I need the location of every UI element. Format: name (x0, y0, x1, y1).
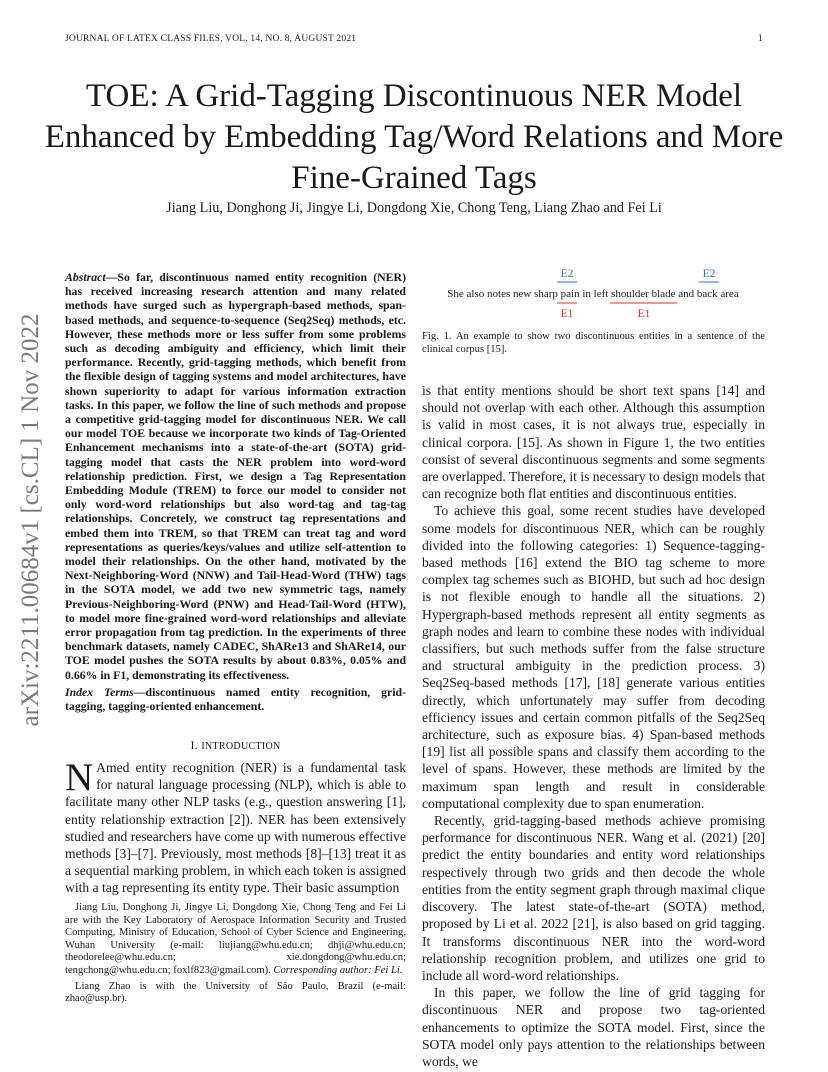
arxiv-identifier: arXiv:2211.00684v1 [cs.CL] 1 Nov 2022 (17, 313, 44, 727)
body-paragraph-4: In this paper, we follow the line of grid tagging for discontinuous NER and propose two tag-oriented enhancements to optimize the SOTA model. First, since the SOTA model only pays attention to the relationships between words, we (422, 985, 765, 1069)
author-list: Jiang Liu, Donghong Ji, Jingye Li, Dongdong Xie, Chong Teng, Liang Zhao and Fei Li (166, 200, 662, 216)
running-header (65, 34, 763, 44)
e1-label-right: E1 (637, 308, 651, 320)
index-terms: Index Terms—discontinuous named entity recognition, grid-tagging, tagging-oriented enhancement. (65, 685, 406, 714)
e2-label-right: E2 (702, 268, 716, 280)
page-number: 1 (758, 34, 763, 44)
e1-label-left: E1 (560, 308, 574, 320)
intro-paragraph (65, 756, 406, 897)
section-heading (65, 738, 406, 753)
footnote-affiliation-text: Jiang Liu, Donghong Ji, Jingye Li, Dongdong Xie, Chong Teng and Fei Li are with the Key Laboratory of Aerospace Information Security and Trusted Computing, Ministry of Education, School of Cyber Science and Engineering, Wuhan University (e-mail: liujiang@whu.edu.cn; dhji@whu.edu.cn; theodorelee@whu.edu.cn; xie.dongdong@whu.edu.cn; tengchong@whu.edu.cn; foxlf823@gmail.com). (65, 902, 406, 976)
right-column (422, 382, 765, 1070)
section-title: INTRODUCTION (201, 741, 281, 752)
abstract-label: Abstract (65, 270, 106, 284)
corresponding-author: Corresponding author: Fei Li. (273, 964, 403, 976)
intro-text: Amed entity recognition (NER) is a fundamental task for natural language processing (NLP), which is able to facilitate many other NLP tasks (e.g., question answering [1], entity relationship extraction [2]). NER has been extensively studied and researchers have come up with numerous effective methods [3]–[7]. Previously, most methods [8]–[13] treat it as a sequential marking problem, in which each token is assigned with a tag representing its entity type. Their basic assumption (65, 760, 406, 896)
journal-header: JOURNAL OF LATEX CLASS FILES, VOL. 14, NO. 8, AUGUST 2021 (65, 34, 357, 44)
body-paragraph-1: is that entity mentions should be short text spans [14] and should not overlap with each other. Although this assumption is valid in most cases, it is not always true, especially in clinical corpora. [15]. As shown in Figure 1, the two entities consist of several discontinuous segments and some segments are overlapped. Therefore, it is necessary to design models that can recognize both flat entities and discontinuous entities. (422, 383, 765, 502)
section-number: I. (190, 738, 199, 752)
example-sentence: She also notes new sharp pain in left shoulder blade and back area (447, 288, 739, 300)
paper-title: TOE: A Grid-Tagging Discontinuous NER Model Enhanced by Embedding Tag/Word Relations and More Fine-Grained Tags (44, 78, 784, 196)
index-terms-text: discontinuous named entity recognition, grid-tagging, tagging-oriented enhancement. (65, 685, 406, 714)
body-paragraph-3: Recently, grid-tagging-based methods achieve promising performance for discontinuous NER. Wang et al. (2021) [20] predict the entity boundaries and entity word relationships respectively through two grids and then decode the whole entities from the entity segment graph through maximal clique discovery. The latest state-of-the-art (SOTA) method, proposed by Li et al. 2022 [21], is also based on grid tagging. It transforms discontinuous NER into the word-word relationship recognition problem, and utilizes one grid to include all word-word relationships. (422, 813, 765, 983)
affiliation-footnote (65, 902, 406, 1006)
e2-label-left: E2 (560, 268, 574, 280)
footnote-second-affiliation: Liang Zhao is with the University of São Paulo, Brazil (e-mail: zhao@usp.br). (65, 980, 406, 1005)
figure-1 (422, 262, 765, 332)
drop-cap: N (65, 756, 94, 799)
entity-example-figure (422, 262, 765, 332)
index-terms-label: Index Terms (65, 685, 134, 699)
footnote-affiliations (65, 902, 406, 978)
abstract-text: So far, discontinuous named entity recognition (NER) has received increasing research attention and many related methods have surged such as hypergraph-based methods, span-based methods, and sequence-to-sequence (Seq2Seq) methods, etc. However, these methods more or less suffer from some problems such as decoding ambiguity and efficiency, which limit their performance. Recently, grid-tagging methods, which benefit from the flexible design of tagging systems and model architectures, have shown superiority to adapt for various information extraction tasks. In this paper, we follow the line of such methods and propose a competitive grid-tagging model for discontinuous NER. We call our model TOE because we incorporate two kinds of Tag-Oriented Enhancement mechanisms into a state-of-the-art (SOTA) grid-tagging model that casts the NER problem into word-word relationship prediction. First, we design a Tag Representation Embedding Module (TREM) to force our model to consider not only word-word relationships but also word-tag and tag-tag relationships. Concretely, we construct tag representations and embed them into TREM, so that TREM can treat tag and word representations as queries/keys/values and utilize self-attention to model their relationships. On the other hand, motivated by the Next-Neighboring-Word (NNW) and Tail-Head-Word (THW) tags in the SOTA model, we add two new symmetric tags, namely Previous-Neighboring-Word (PNW) and Head-Tail-Word (HTW), to model more fine-grained word-word relationships and alleviate error propagation from tag prediction. In the experiments of three benchmark datasets, namely CADEC, ShARe13 and ShARe14, our TOE model pushes the SOTA results by about 0.83%, 0.05% and 0.66% in F1, demonstrating its effectiveness. (65, 270, 406, 682)
abstract: Abstract—So far, discontinuous named entity recognition (NER) has received increasing research attention and many related methods have surged such as hypergraph-based methods, span-based methods, and sequence-to-sequence (Seq2Seq) methods, etc. However, these methods more or less suffer from some problems such as decoding ambiguity and efficiency, which limit their performance. Recently, grid-tagging methods, which benefit from the flexible design of tagging systems and model architectures, have shown superiority to adapt for various information extraction tasks. In this paper, we follow the line of such methods and propose a competitive grid-tagging model for discontinuous NER. We call our model TOE because we incorporate two kinds of Tag-Oriented Enhancement mechanisms into a state-of-the-art (SOTA) grid-tagging model that casts the NER problem into word-word relationship prediction. First, we design a Tag Representation Embedding Module (TREM) to force our model to consider not only word-word relationships but also word-tag and tag-tag relationships. Concretely, we construct tag representations and embed them into TREM, so that TREM can treat tag and word representations as queries/keys/values and utilize self-attention to model their relationships. On the other hand, motivated by the Next-Neighboring-Word (NNW) and Tail-Head-Word (THW) tags in the SOTA model, we add two new symmetric tags, namely Previous-Neighboring-Word (PNW) and Head-Tail-Word (HTW), to model more fine-grained word-word relationships and alleviate error propagation from tag prediction. In the experiments of three benchmark datasets, namely CADEC, ShARe13 and ShARe14, our TOE model pushes the SOTA results by about 0.83%, 0.05% and 0.66% in F1, demonstrating its effectiveness. (65, 270, 406, 682)
arxiv-sidebar (6, 290, 56, 750)
body-paragraph-2: To achieve this goal, some recent studies have developed some models for discontinuous NER, which can be roughly divided into the following categories: 1) Sequence-tagging-based methods [16] extend the BIO tag scheme to more complex tag schemes such as BIOHD, but such ad hoc design is not flexible enough to handle all the situations. 2) Hypergraph-based methods represent all entity segments as graph nodes and learn to combine these nodes with individual classifiers, but such methods suffer from the false structure and structural ambiguity in the prediction process. 3) Seq2Seq-based methods [17], [18] generate various entities directly, which unfortunately may suffer from decoding efficiency issues and certain common pitfalls of the Seq2Seq architecture, such as exposure bias. 4) Span-based methods [19] list all possible spans and classify them according to the level of spans. However, these methods are limited by the maximum span length and result in considerable computational complexity due to span enumeration. (422, 503, 765, 811)
figure-caption: Fig. 1. An example to show two discontinuous entities in a sentence of the clinical corpus [15]. (422, 331, 765, 355)
